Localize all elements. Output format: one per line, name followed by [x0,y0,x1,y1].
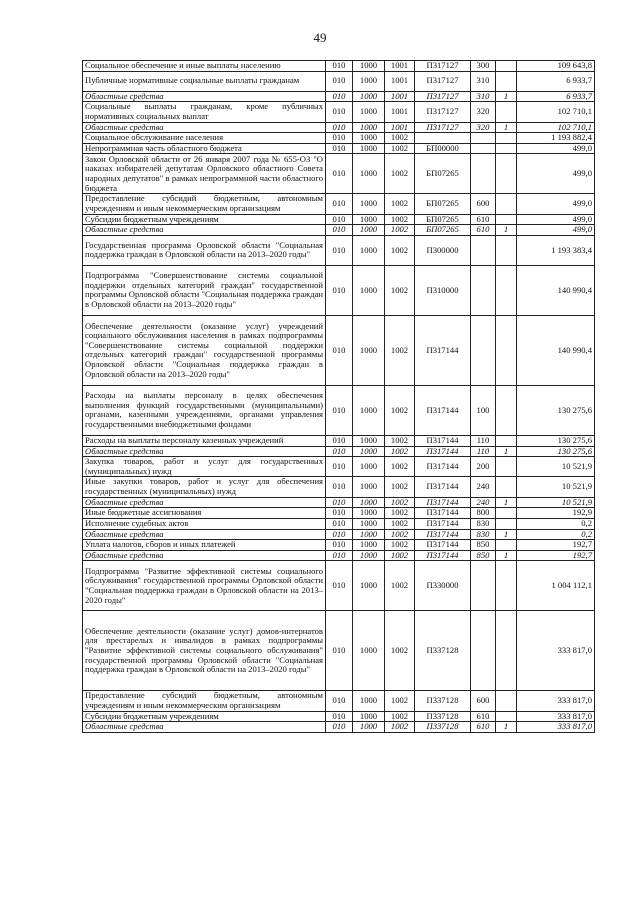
table-row [83,225,595,236]
subsection-code-cell: 1002 [385,711,415,722]
table-row [83,61,595,72]
expense-type-cell: 100 [471,385,496,435]
row-name-cell: Подпрограмма "Развитие эффективной системы социального обслуживания" государственной программы Орловской области "Социальная поддержка граждан в Орловской области на 2013–2020 годы" [83,561,326,611]
row-name-cell: Субсидии бюджетным учреждениям [83,711,326,722]
subsection-code-cell: 1002 [385,508,415,519]
subsection-code-cell: 1002 [385,497,415,508]
expense-type-cell [471,133,496,144]
amount-cell: 102 710,1 [517,102,595,122]
table-row [83,518,595,529]
funding-source-cell [496,143,517,154]
table-row [83,611,595,691]
funding-source-cell [496,265,517,315]
subsection-code-cell: 1002 [385,225,415,236]
amount-cell: 333 817,0 [517,611,595,691]
funding-source-cell [496,154,517,194]
table-row [83,385,595,435]
subsection-code-cell: 1002 [385,194,415,214]
row-name-cell: Расходы на выплаты персоналу в целях обеспечения выполнения функций государственными (муниципальными) органами, казенными учреждениями, органами управления государственными внебюджетными фондами [83,385,326,435]
row-name-cell: Иные бюджетные ассигнования [83,508,326,519]
table-row [83,550,595,561]
grbs-code-cell: 010 [326,91,353,102]
section-code-cell: 1000 [353,122,385,133]
row-name-cell: Обеспечение деятельности (оказание услуг) домов-интернатов для престарелых и инвалидов в рамках подпрограммы "Развитие эффективной системы социального обслуживания" государственной программы Орловской области "Социальная поддержка граждан в Орловской области на 2013–2020 годы" [83,611,326,691]
grbs-code-cell: 010 [326,497,353,508]
section-code-cell: 1000 [353,540,385,551]
row-name-cell: Расходы на выплаты персоналу казенных учреждений [83,435,326,446]
subsection-code-cell: 1002 [385,550,415,561]
funding-source-cell: 1 [496,722,517,733]
section-code-cell: 1000 [353,457,385,477]
amount-cell: 499,0 [517,143,595,154]
amount-cell: 6 933,7 [517,91,595,102]
grbs-code-cell: 010 [326,550,353,561]
target-item-cell: П317127 [415,122,471,133]
section-code-cell: 1000 [353,214,385,225]
amount-cell: 10 521,9 [517,477,595,497]
expense-type-cell: 830 [471,529,496,540]
subsection-code-cell: 1002 [385,611,415,691]
section-code-cell: 1000 [353,143,385,154]
expense-type-cell: 610 [471,225,496,236]
subsection-code-cell: 1002 [385,457,415,477]
subsection-code-cell: 1001 [385,122,415,133]
section-code-cell: 1000 [353,61,385,72]
subsection-code-cell: 1002 [385,561,415,611]
grbs-code-cell: 010 [326,477,353,497]
funding-source-cell: 1 [496,122,517,133]
subsection-code-cell: 1002 [385,154,415,194]
section-code-cell: 1000 [353,102,385,122]
expense-type-cell: 310 [471,71,496,91]
target-item-cell: П317144 [415,435,471,446]
target-item-cell [415,133,471,144]
grbs-code-cell: 010 [326,529,353,540]
row-name-cell: Государственная программа Орловской области "Социальная поддержка граждан в Орловской области на 2013–2020 годы" [83,235,326,265]
section-code-cell: 1000 [353,518,385,529]
row-name-cell: Областные средства [83,91,326,102]
amount-cell: 102 710,1 [517,122,595,133]
subsection-code-cell: 1002 [385,691,415,711]
target-item-cell: П317144 [415,477,471,497]
table-row [83,235,595,265]
amount-cell: 333 817,0 [517,722,595,733]
section-code-cell: 1000 [353,154,385,194]
amount-cell: 1 004 112,1 [517,561,595,611]
expense-type-cell: 320 [471,102,496,122]
amount-cell: 1 193 383,4 [517,235,595,265]
section-code-cell: 1000 [353,477,385,497]
subsection-code-cell: 1001 [385,102,415,122]
section-code-cell: 1000 [353,529,385,540]
expense-type-cell: 610 [471,711,496,722]
section-code-cell: 1000 [353,235,385,265]
subsection-code-cell: 1002 [385,540,415,551]
amount-cell: 140 990,4 [517,315,595,385]
row-name-cell: Областные средства [83,122,326,133]
grbs-code-cell: 010 [326,235,353,265]
section-code-cell: 1000 [353,691,385,711]
funding-source-cell [496,540,517,551]
expense-type-cell: 300 [471,61,496,72]
expense-type-cell: 240 [471,497,496,508]
table-row [83,691,595,711]
target-item-cell: БП07265 [415,214,471,225]
amount-cell: 130 275,6 [517,385,595,435]
subsection-code-cell: 1002 [385,265,415,315]
grbs-code-cell: 010 [326,122,353,133]
expense-type-cell [471,154,496,194]
funding-source-cell [496,71,517,91]
section-code-cell: 1000 [353,550,385,561]
grbs-code-cell: 010 [326,154,353,194]
funding-source-cell [496,477,517,497]
subsection-code-cell: 1002 [385,235,415,265]
grbs-code-cell: 010 [326,457,353,477]
table-row [83,91,595,102]
expense-type-cell: 850 [471,540,496,551]
funding-source-cell [496,102,517,122]
section-code-cell: 1000 [353,385,385,435]
row-name-cell: Социальное обслуживание населения [83,133,326,144]
section-code-cell: 1000 [353,446,385,457]
section-code-cell: 1000 [353,71,385,91]
target-item-cell: П317144 [415,540,471,551]
row-name-cell: Областные средства [83,446,326,457]
table-row [83,194,595,214]
target-item-cell: П337128 [415,691,471,711]
grbs-code-cell: 010 [326,446,353,457]
grbs-code-cell: 010 [326,265,353,315]
target-item-cell: П317144 [415,446,471,457]
funding-source-cell: 1 [496,225,517,236]
target-item-cell: П317144 [415,315,471,385]
target-item-cell: П300000 [415,235,471,265]
target-item-cell: П317144 [415,508,471,519]
subsection-code-cell: 1002 [385,446,415,457]
funding-source-cell [496,214,517,225]
row-name-cell: Областные средства [83,529,326,540]
expense-type-cell [471,315,496,385]
row-name-cell: Областные средства [83,722,326,733]
page-number: 49 [313,30,327,45]
row-name-cell: Областные средства [83,225,326,236]
row-name-cell: Социальное обеспечение и иные выплаты населению [83,61,326,72]
amount-cell: 10 521,9 [517,457,595,477]
grbs-code-cell: 010 [326,508,353,519]
row-name-cell: Предоставление субсидий бюджетным, автономным учреждениям и иным некоммерческим организациям [83,691,326,711]
table-row [83,477,595,497]
grbs-code-cell: 010 [326,518,353,529]
amount-cell: 192,7 [517,540,595,551]
section-code-cell: 1000 [353,722,385,733]
target-item-cell: П317127 [415,91,471,102]
section-code-cell: 1000 [353,315,385,385]
table-row [83,529,595,540]
subsection-code-cell: 1002 [385,133,415,144]
table-row [83,435,595,446]
table-row [83,265,595,315]
funding-source-cell [496,194,517,214]
grbs-code-cell: 010 [326,225,353,236]
row-name-cell: Предоставление субсидий бюджетным, автономным учреждениям и иным некоммерческим организациям [83,194,326,214]
amount-cell: 499,0 [517,225,595,236]
funding-source-cell [496,315,517,385]
amount-cell: 499,0 [517,214,595,225]
table-row [83,446,595,457]
amount-cell: 130 275,6 [517,446,595,457]
funding-source-cell [496,561,517,611]
subsection-code-cell: 1002 [385,518,415,529]
table-row [83,497,595,508]
amount-cell: 109 643,8 [517,61,595,72]
target-item-cell: БП07265 [415,154,471,194]
funding-source-cell [496,385,517,435]
subsection-code-cell: 1001 [385,61,415,72]
target-item-cell: П317144 [415,550,471,561]
grbs-code-cell: 010 [326,711,353,722]
funding-source-cell [496,61,517,72]
grbs-code-cell: 010 [326,385,353,435]
row-name-cell: Подпрограмма "Совершенствование системы социальной поддержки отдельных категорий граждан" государственной программы Орловской области "Социальная поддержка граждан в Орловской области на 2013–2020 годы" [83,265,326,315]
target-item-cell: П330000 [415,561,471,611]
expense-type-cell: 200 [471,457,496,477]
row-name-cell: Областные средства [83,550,326,561]
amount-cell: 192,9 [517,508,595,519]
row-name-cell: Закупка товаров, работ и услуг для государственных (муниципальных) нужд [83,457,326,477]
row-name-cell: Уплата налогов, сборов и иных платежей [83,540,326,551]
row-name-cell: Социальные выплаты гражданам, кроме публичных нормативных социальных выплат [83,102,326,122]
row-name-cell: Обеспечение деятельности (оказание услуг) учреждений социального обслуживания населения в рамках подпрограммы "Совершенствование системы социальной поддержки отдельных категорий граждан" государственной программы Орловской области "Социальная поддержка граждан в Орловской области на 2013–2020 годы" [83,315,326,385]
target-item-cell: П317127 [415,61,471,72]
subsection-code-cell: 1002 [385,315,415,385]
grbs-code-cell: 010 [326,102,353,122]
expense-type-cell: 600 [471,194,496,214]
expense-type-cell: 110 [471,435,496,446]
grbs-code-cell: 010 [326,561,353,611]
funding-source-cell [496,235,517,265]
amount-cell: 1 193 882,4 [517,133,595,144]
target-item-cell: П317127 [415,71,471,91]
section-code-cell: 1000 [353,435,385,446]
funding-source-cell [496,611,517,691]
grbs-code-cell: 010 [326,722,353,733]
section-code-cell: 1000 [353,561,385,611]
grbs-code-cell: 010 [326,133,353,144]
table-row [83,722,595,733]
expense-type-cell: 110 [471,446,496,457]
amount-cell: 499,0 [517,194,595,214]
grbs-code-cell: 010 [326,691,353,711]
expense-type-cell: 310 [471,91,496,102]
table-row [83,711,595,722]
expense-type-cell: 600 [471,691,496,711]
subsection-code-cell: 1001 [385,71,415,91]
table-row [83,214,595,225]
funding-source-cell [496,691,517,711]
target-item-cell: П317144 [415,518,471,529]
budget-table-body [83,61,595,733]
grbs-code-cell: 010 [326,315,353,385]
subsection-code-cell: 1002 [385,722,415,733]
target-item-cell: БП07265 [415,194,471,214]
target-item-cell: П317144 [415,385,471,435]
expense-type-cell: 610 [471,214,496,225]
funding-source-cell: 1 [496,550,517,561]
target-item-cell: П317144 [415,497,471,508]
section-code-cell: 1000 [353,497,385,508]
target-item-cell: П337128 [415,711,471,722]
expense-type-cell [471,143,496,154]
expense-type-cell: 830 [471,518,496,529]
expense-type-cell: 800 [471,508,496,519]
target-item-cell: П317144 [415,457,471,477]
subsection-code-cell: 1002 [385,385,415,435]
table-row [83,133,595,144]
amount-cell: 130 275,6 [517,435,595,446]
subsection-code-cell: 1001 [385,91,415,102]
budget-table [82,60,595,733]
amount-cell: 0,2 [517,529,595,540]
row-name-cell: Публичные нормативные социальные выплаты гражданам [83,71,326,91]
expense-type-cell [471,265,496,315]
subsection-code-cell: 1002 [385,214,415,225]
expense-type-cell [471,611,496,691]
table-row [83,540,595,551]
amount-cell: 333 817,0 [517,691,595,711]
subsection-code-cell: 1002 [385,529,415,540]
row-name-cell: Непрограммная часть областного бюджета [83,143,326,154]
funding-source-cell: 1 [496,91,517,102]
amount-cell: 192,7 [517,550,595,561]
funding-source-cell [496,508,517,519]
target-item-cell: П337128 [415,722,471,733]
section-code-cell: 1000 [353,711,385,722]
expense-type-cell: 320 [471,122,496,133]
amount-cell: 499,0 [517,154,595,194]
grbs-code-cell: 010 [326,71,353,91]
expense-type-cell [471,561,496,611]
table-row [83,71,595,91]
grbs-code-cell: 010 [326,435,353,446]
table-row [83,102,595,122]
section-code-cell: 1000 [353,611,385,691]
funding-source-cell: 1 [496,446,517,457]
target-item-cell: П317127 [415,102,471,122]
grbs-code-cell: 010 [326,194,353,214]
section-code-cell: 1000 [353,225,385,236]
grbs-code-cell: 010 [326,611,353,691]
subsection-code-cell: 1002 [385,143,415,154]
subsection-code-cell: 1002 [385,477,415,497]
target-item-cell: БП07265 [415,225,471,236]
funding-source-cell: 1 [496,529,517,540]
section-code-cell: 1000 [353,194,385,214]
grbs-code-cell: 010 [326,540,353,551]
target-item-cell: П317144 [415,529,471,540]
table-row [83,457,595,477]
row-name-cell: Исполнение судебных актов [83,518,326,529]
grbs-code-cell: 010 [326,214,353,225]
table-row [83,561,595,611]
subsection-code-cell: 1002 [385,435,415,446]
funding-source-cell [496,457,517,477]
table-row [83,143,595,154]
expense-type-cell: 610 [471,722,496,733]
funding-source-cell [496,518,517,529]
expense-type-cell: 240 [471,477,496,497]
section-code-cell: 1000 [353,265,385,315]
target-item-cell: П310000 [415,265,471,315]
amount-cell: 0,2 [517,518,595,529]
target-item-cell: П337128 [415,611,471,691]
funding-source-cell [496,435,517,446]
table-row [83,154,595,194]
section-code-cell: 1000 [353,91,385,102]
row-name-cell: Закон Орловской области от 26 января 2007 года № 655-ОЗ "О наказах избирателей депутатам Орловского областного Совета народных депутатов" в рамках непрограммной части областного бюджета [83,154,326,194]
table-row [83,315,595,385]
target-item-cell: БП00000 [415,143,471,154]
row-name-cell: Областные средства [83,497,326,508]
table-row [83,122,595,133]
funding-source-cell [496,711,517,722]
row-name-cell: Субсидии бюджетным учреждениям [83,214,326,225]
expense-type-cell: 850 [471,550,496,561]
amount-cell: 6 933,7 [517,71,595,91]
funding-source-cell: 1 [496,497,517,508]
row-name-cell: Иные закупки товаров, работ и услуг для обеспечения государственных (муниципальных) нужд [83,477,326,497]
section-code-cell: 1000 [353,508,385,519]
section-code-cell: 1000 [353,133,385,144]
expense-type-cell [471,235,496,265]
amount-cell: 333 817,0 [517,711,595,722]
amount-cell: 10 521,9 [517,497,595,508]
grbs-code-cell: 010 [326,143,353,154]
table-row [83,508,595,519]
funding-source-cell [496,133,517,144]
amount-cell: 140 990,4 [517,265,595,315]
grbs-code-cell: 010 [326,61,353,72]
